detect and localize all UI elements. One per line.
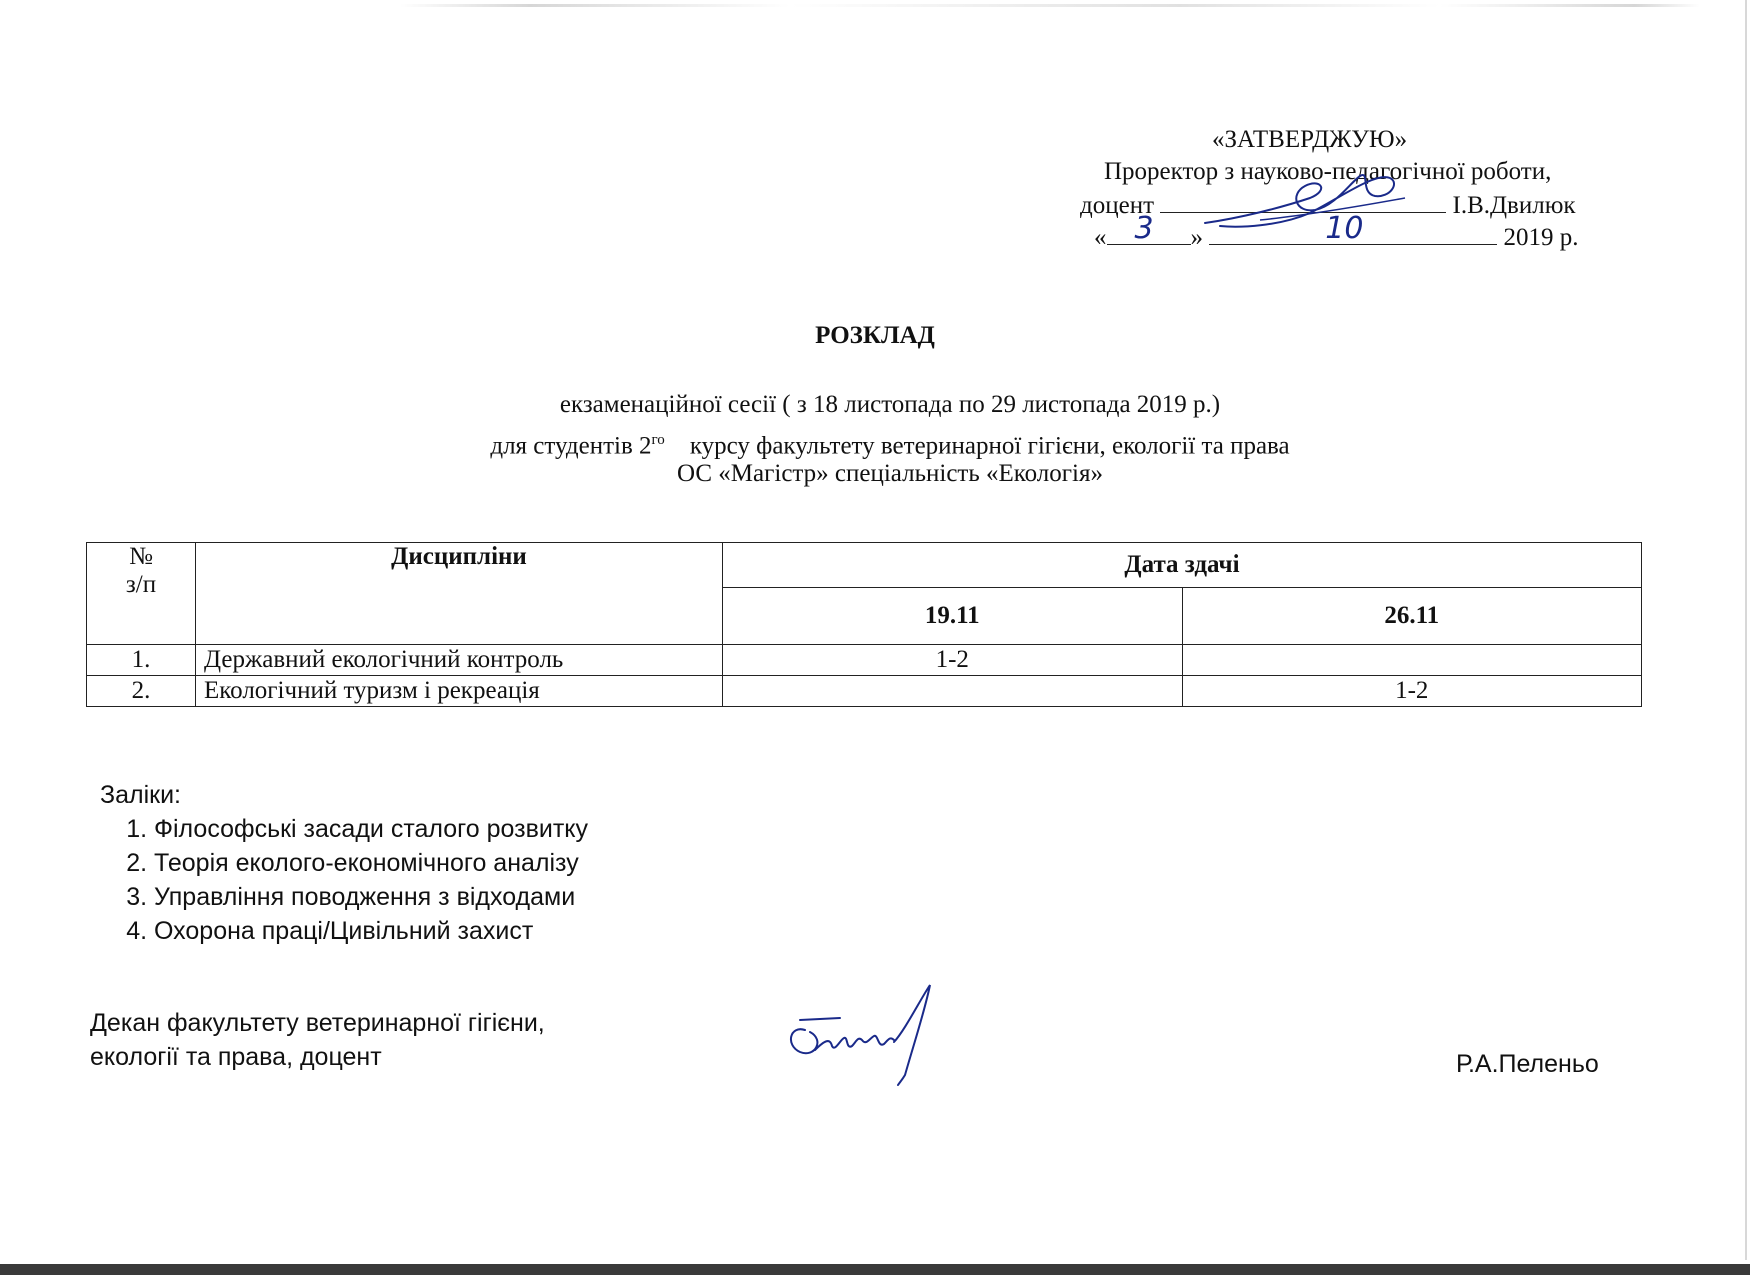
row-number: 1. xyxy=(87,645,196,676)
list-item: 2. Теорія еколого-економічного аналізу xyxy=(154,846,588,880)
handwritten-day: 3 xyxy=(1134,211,1154,246)
approval-position: Проректор з науково-педагогічної роботи, xyxy=(1104,158,1552,185)
header-number xyxy=(87,543,196,645)
table-row xyxy=(87,676,1642,707)
scan-edge-bottom xyxy=(0,1264,1750,1275)
subtitle-line-2-pre: для студентів 2 xyxy=(490,432,652,460)
date-close-quote: » xyxy=(1190,224,1203,251)
header-date: Дата здачі xyxy=(723,543,1642,588)
row-date-1: 1-2 xyxy=(723,645,1183,676)
dean-name: Р.А.Пеленьо xyxy=(1456,1050,1599,1078)
tests-list xyxy=(100,812,588,948)
schedule-table xyxy=(86,542,1642,707)
list-item: 3. Управління поводження з відходами xyxy=(154,880,588,914)
subtitle-line-2 xyxy=(0,425,1750,461)
prorector-signature xyxy=(1200,168,1420,238)
scan-edge-top xyxy=(400,4,1700,7)
subtitle-line-1: екзаменаційної сесії ( з 18 листопада по 29 листопада 2019 р.) xyxy=(559,391,1221,418)
row-date-2 xyxy=(1182,645,1642,676)
header-discipline xyxy=(196,543,723,645)
dean-block xyxy=(90,1006,545,1074)
row-date-2: 1-2 xyxy=(1182,676,1642,707)
approval-year: 2019 р. xyxy=(1503,224,1579,251)
subtitle-line-2-sup: го xyxy=(651,432,665,448)
tests-section xyxy=(100,778,588,948)
header-number-text: № з/п xyxy=(125,543,157,598)
dean-line-2: екології та права, доцент xyxy=(90,1043,382,1071)
header-discipline-text: Дисципліни xyxy=(391,543,527,570)
tests-heading: Заліки: xyxy=(100,781,181,809)
dean-line-1: Декан факультету ветеринарної гігієни, xyxy=(90,1009,545,1037)
day-underline xyxy=(1107,211,1191,246)
list-item: 1. Філософські засади сталого розвитку xyxy=(154,812,588,846)
list-item: 4. Охорона праці/Цивільний захист xyxy=(154,914,588,948)
subtitle-line-2-post: курсу факультету ветеринарної гігієни, екології та права xyxy=(689,432,1290,460)
header-date-2: 26.11 xyxy=(1182,588,1642,645)
header-date-1: 19.11 xyxy=(723,588,1183,645)
dean-signature xyxy=(780,980,960,1090)
row-date-1 xyxy=(723,676,1183,707)
date-open-quote: « xyxy=(1094,224,1107,251)
row-discipline: Екологічний туризм і рекреація xyxy=(196,676,723,707)
approval-heading: «ЗАТВЕРДЖУЮ» xyxy=(1212,126,1408,153)
approval-name: І.В.Двилюк xyxy=(1452,192,1576,219)
approval-rank: доцент xyxy=(1080,192,1154,219)
table-row xyxy=(87,645,1642,676)
handwritten-month: 10 xyxy=(1325,211,1364,246)
row-discipline: Державний екологічний контроль xyxy=(196,645,723,676)
row-number: 2. xyxy=(87,676,196,707)
document-title: РОЗКЛАД xyxy=(815,322,935,349)
scan-edge-right xyxy=(1745,0,1747,1260)
subtitle-line-3: ОС «Магістр» спеціальність «Екологія» xyxy=(677,460,1103,487)
